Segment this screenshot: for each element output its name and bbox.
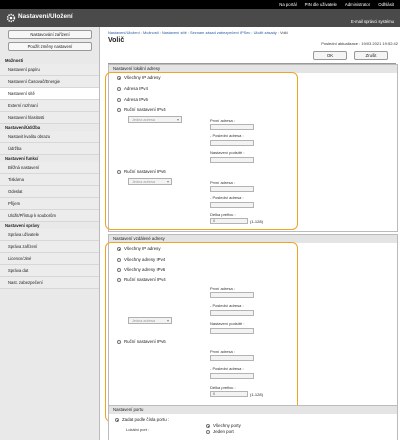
local-manual-ipv4-radio[interactable]: Ruční nastavení IPv4 [117,107,166,113]
local-v4-first-input[interactable] [210,124,254,130]
radio-icon [117,108,121,112]
sidebar-item-paper[interactable]: Nastavení papíru [0,64,99,76]
local-all-ip-radio[interactable]: Všechny IP adresy [117,75,161,81]
breadcrumb: Nastavení/Uložení : Možnosti : Nastavení sítě : Seznam zásad zabezpečení IPSec : Uložit zásady : Volič [108,30,289,35]
remote-address-header: Nastavení vzdálené adresy [109,235,397,243]
remote-v4-first-label: První adresa : [210,286,235,291]
mail-admin-link[interactable]: E-mail správci systému [350,19,394,24]
remote-v6-first-label: První adresa : [210,349,235,354]
all-ports-radio[interactable]: Všechny porty [206,423,241,429]
remote-v6-first-input[interactable] [210,355,254,361]
radio-icon [117,258,121,262]
local-ipv6-type-select[interactable]: Jedna adresa ▾ [128,178,172,185]
highlight-local [105,72,298,230]
remote-all-ipv6-radio[interactable]: Všechny adresy IPv6 [117,267,165,273]
apply-settings-button[interactable]: Použít změny nastavení [8,42,92,51]
sidebar-item-send[interactable]: Odeslat [0,186,99,198]
sidebar-item-external[interactable]: Externí rozhraní [0,100,99,112]
radio-icon [117,278,121,282]
remote-ipv4-type-select[interactable]: Jedna adresa ▾ [128,317,172,324]
local-v4-mask-label: Nastavení podsítě : [210,150,245,155]
radio-icon [117,87,121,91]
top-bar [0,0,400,9]
local-ipv6-radio[interactable]: Adresa IPv6 [117,97,148,103]
local-v6-last-label: - Poslední adresa : [210,195,244,200]
cancel-button[interactable]: Zrušit [354,51,388,60]
port-header: Nastavení portu [109,406,397,414]
local-manual-ipv6-radio[interactable]: Ruční nastavení IPv6 [117,169,166,175]
crumb-settings[interactable]: Nastavení/Uložení [108,30,140,35]
gear-icon [6,13,16,23]
local-v6-first-label: První adresa : [210,180,235,185]
app-title: Nastavení/Uložení [18,13,73,20]
sidebar-item-license[interactable]: Licence/Jiné [0,253,99,265]
crumb-current: Volič [279,30,289,35]
local-v6-last-input[interactable] [210,202,254,208]
local-v4-mask-input[interactable] [210,157,254,163]
radio-icon [206,424,210,428]
last-updated: Poslední aktualizace : 19/03 2021 19:52:42 [321,41,398,46]
local-address-header: Nastavení lokální adresy [109,65,397,73]
sidebar-item-timer[interactable]: Nastavení Časovač/Energie [0,76,99,88]
local-ipv4-type-select[interactable]: Jedna adresa ▾ [128,116,182,123]
crumb-save-policy[interactable]: Uložit zásady [253,30,277,35]
sidebar-item-network[interactable]: Nastavení sítě [0,88,99,100]
remote-prefix-range: (1-128) [250,391,263,397]
remote-v4-first-input[interactable] [210,292,254,298]
sidebar-item-printer[interactable]: Tiskárna [0,174,99,186]
local-v4-last-input[interactable] [210,140,254,146]
portal-link[interactable]: Na portál [279,2,297,7]
port-by-number-radio[interactable]: Zadat podle čísla portu : [115,417,169,423]
remote-v4-mask-label: Nastavení podsítě : [210,321,245,326]
sidebar-item-device-mgmt[interactable]: Správa zařízení [0,241,99,253]
sidebar [0,27,100,440]
sidebar-item-maintenance[interactable]: Údržba [0,143,99,155]
radio-icon [206,430,210,434]
crumb-options[interactable]: Možnosti [143,30,159,35]
pin-user-label: PIN dle uživatele [304,2,337,7]
remote-v4-last-label: - Poslední adresa : [210,303,244,308]
sidebar-item-store-files[interactable]: Uložit/Přístup k souborům [0,210,99,222]
sidebar-item-user-mgmt[interactable]: Správa uživatele [0,229,99,241]
register-device-button[interactable]: Nastavování zařízení [8,30,92,39]
radio-icon [117,98,121,102]
ok-button[interactable]: OK [313,51,347,60]
sidebar-section-management: Nastavení správy [5,223,40,228]
radio-icon [117,170,121,174]
sidebar-section-options: Možnosti [5,58,24,63]
radio-icon [117,340,121,344]
main-content [104,27,398,440]
sidebar-item-data-mgmt[interactable]: Správa dat [0,265,99,277]
crumb-ipsec-list[interactable]: Seznam zásad zabezpečení IPSec [190,30,251,35]
sidebar-item-volume[interactable]: Nastavení hlasitosti [0,112,99,124]
radio-icon [115,418,119,422]
sidebar-item-security[interactable]: Nast. zabezpečení [0,277,99,289]
remote-all-ip-radio[interactable]: Všechny IP adresy [117,246,161,252]
page-title: Volič [108,37,125,44]
sidebar-item-common[interactable]: Běžná nastavení [0,162,99,174]
remote-v4-last-input[interactable] [210,310,254,316]
radio-icon [117,247,121,251]
remote-all-ipv4-radio[interactable]: Všechny adresy IPv4 [117,257,165,263]
sidebar-item-image-quality[interactable]: Nastavit kvalitu obrazu [0,131,99,143]
local-port-label: Lokální port : [126,427,150,432]
local-ipv4-radio[interactable]: Adresa IPv4 [117,86,148,92]
remote-v6-last-label: - Poslední adresa : [210,366,244,371]
remote-prefix-label: Délka prefixu : [210,385,236,390]
radio-icon [117,76,121,80]
local-v6-first-input[interactable] [210,186,254,192]
crumb-network[interactable]: Nastavení sítě [161,30,187,35]
local-v4-first-label: První adresa : [210,118,235,123]
local-v4-last-label: - Poslední adresa : [210,133,244,138]
sidebar-item-receive[interactable]: Příjem [0,198,99,210]
remote-manual-ipv4-radio[interactable]: Ruční nastavení IPv4 [117,277,166,283]
user-name: Administrator [344,2,371,7]
app-header [0,9,400,27]
remote-v4-mask-input[interactable] [210,328,254,334]
sidebar-section-functions: Nastavení funkcí [5,156,39,161]
logout-link[interactable]: Odhlásit [378,2,394,7]
local-prefix-input[interactable]: 0 [210,218,248,224]
remote-v6-last-input[interactable] [210,373,254,379]
local-prefix-range: (1-128) [250,218,263,224]
single-port-radio[interactable]: Jeden port [206,429,234,435]
local-prefix-label: Délka prefixu : [210,212,236,217]
radio-icon [117,268,121,272]
remote-manual-ipv6-radio[interactable]: Ruční nastavení IPv6 [117,339,166,345]
remote-prefix-input[interactable]: 0 [210,391,248,397]
sidebar-section-maintenance: Nastavení/Údržba [5,125,41,130]
